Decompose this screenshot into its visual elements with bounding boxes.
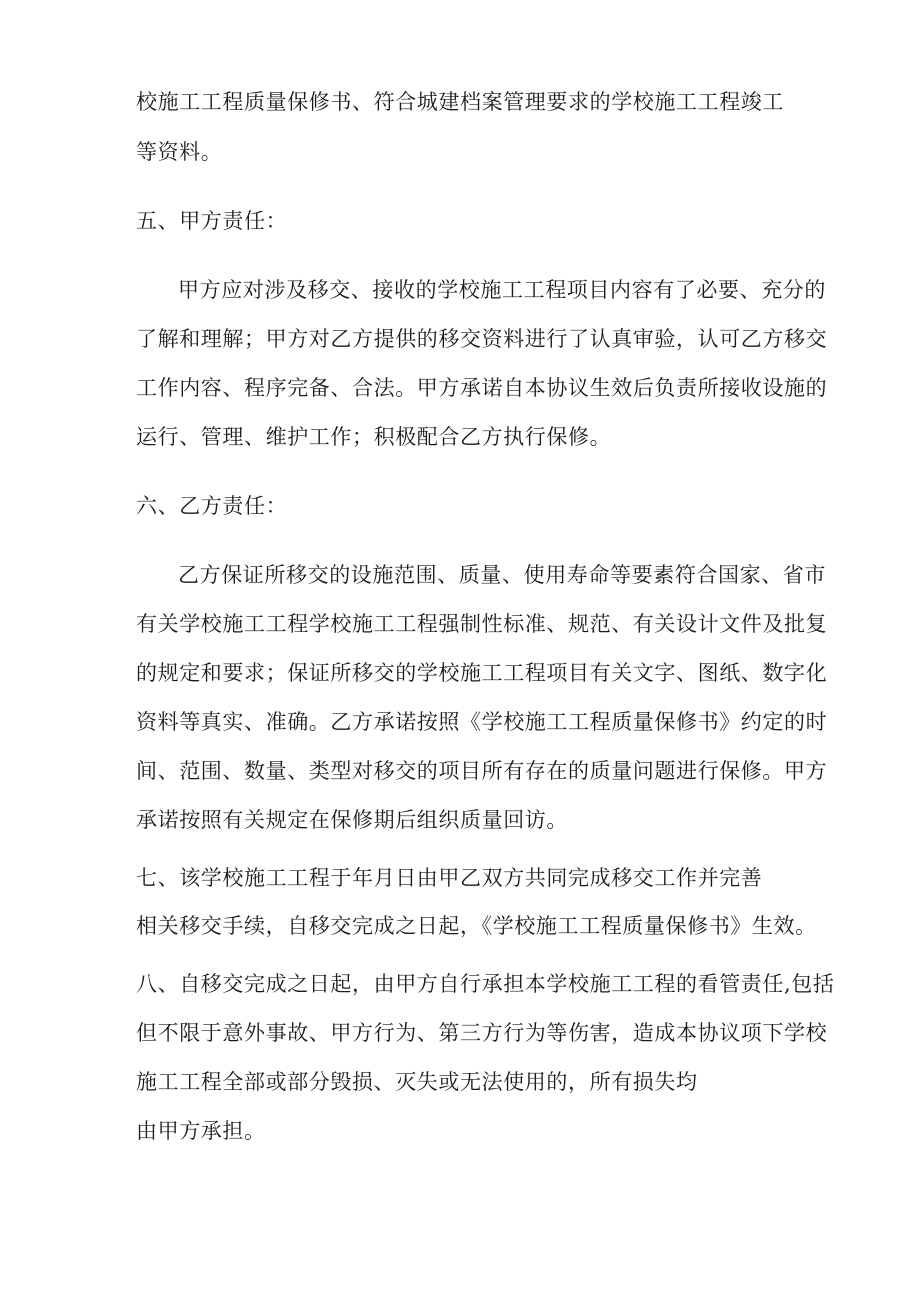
paragraph-line: 的规定和要求；保证所移交的学校施工工程项目有关文字、图纸、数字化: [136, 661, 828, 685]
paragraph-line: 间、范围、数量、类型对移交的项目所有存在的质量问题进行保修。甲方: [136, 759, 828, 783]
paragraph-line: 有关学校施工工程学校施工工程强制性标准、规范、有关设计文件及批复: [136, 612, 828, 636]
paragraph-line: 等资料。: [136, 140, 223, 164]
paragraph-line: 校施工工程质量保修书、符合城建档案管理要求的学校施工工程竣工: [136, 90, 784, 114]
section-8-line: 但不限于意外事故、甲方行为、第三方行为等伤害，造成本协议项下学校: [136, 1021, 828, 1045]
section-heading-6: 六、乙方责任：: [136, 494, 288, 518]
section-7-line: 相关移交手续，自移交完成之日起，《学校施工工程质量保修书》生效。: [136, 914, 817, 938]
paragraph-line: 承诺按照有关规定在保修期后组织质量回访。: [136, 808, 568, 832]
section-heading-5: 五、甲方责任：: [136, 209, 288, 233]
paragraph-line: 了解和理解；甲方对乙方提供的移交资料进行了认真审验，认可乙方移交: [136, 327, 828, 351]
section-7-line: 七、该学校施工工程于年月日由甲乙双方共同完成移交工作并完善: [136, 866, 763, 890]
paragraph-line: 运行、管理、维护工作；积极配合乙方执行保修。: [136, 425, 612, 449]
paragraph-line: 工作内容、程序完备、合法。甲方承诺自本协议生效后负责所接收设施的: [136, 376, 828, 400]
paragraph-line: 乙方保证所移交的设施范围、质量、使用寿命等要素符合国家、省市: [178, 563, 826, 587]
section-8-line: 八、自移交完成之日起，由甲方自行承担本学校施工工程的看管责任,包括: [136, 972, 835, 996]
paragraph-line: 资料等真实、准确。乙方承诺按照《学校施工工程质量保修书》约定的时: [136, 710, 828, 734]
section-8-line: 施工工程全部或部分毁损、灭失或无法使用的，所有损失均: [136, 1070, 698, 1094]
section-8-line: 由甲方承担。: [136, 1119, 266, 1143]
paragraph-line: 甲方应对涉及移交、接收的学校施工工程项目内容有了必要、充分的: [178, 278, 826, 302]
